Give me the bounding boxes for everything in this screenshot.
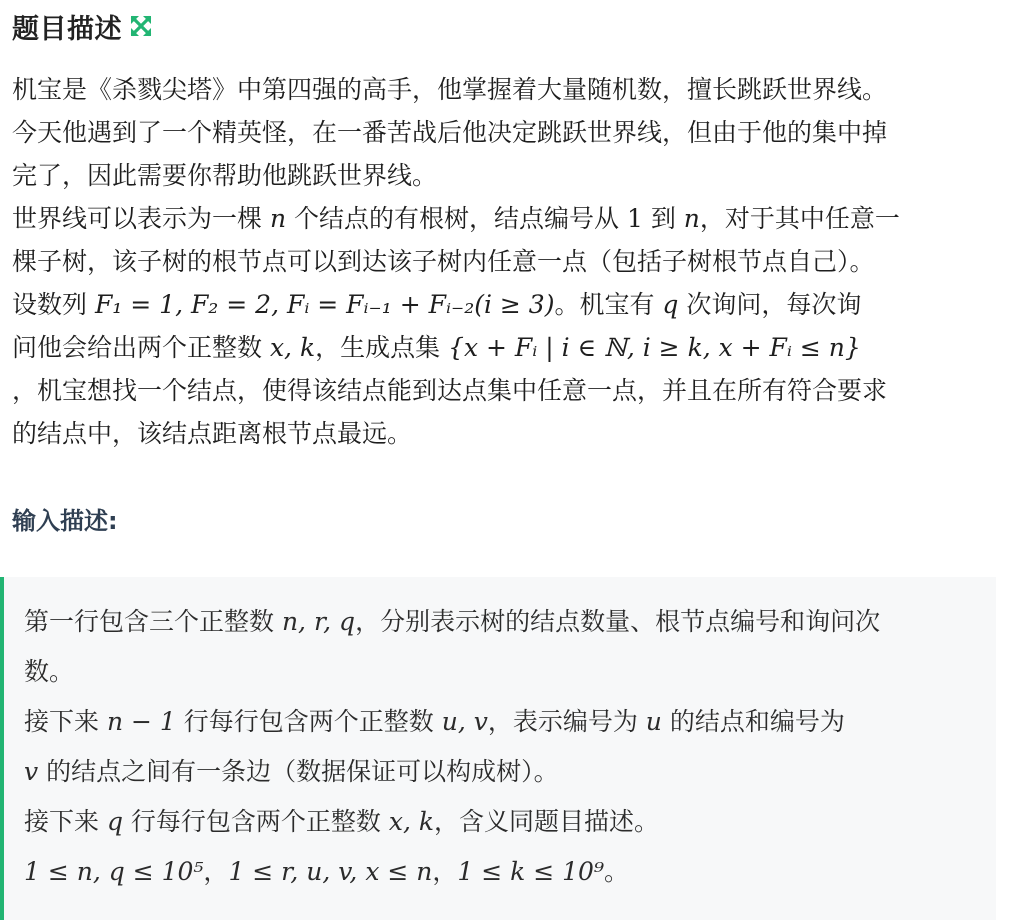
text: ，含义同题目描述。	[434, 807, 660, 836]
text: 接下来	[24, 807, 107, 836]
problem-description	[12, 68, 1012, 455]
description-line: 的结点中，该结点距离根节点最远。	[12, 419, 413, 448]
description-line	[12, 283, 1012, 326]
text: 问他会给出两个正整数	[12, 333, 270, 362]
description-line: 今天他遇到了一个精英怪，在一番苦战后他决定跳跃世界线，但由于他的集中掉	[12, 118, 888, 147]
description-line: 完了，因此需要你帮助他跳跃世界线。	[12, 161, 438, 190]
text: 次询问，每次询	[678, 290, 862, 319]
math-q: q	[662, 290, 679, 319]
text: 行每行包含两个正整数	[122, 807, 389, 836]
math-n: n	[683, 204, 700, 233]
text: ，对于其中任意一	[699, 204, 900, 233]
text: 接下来	[24, 707, 107, 736]
math-uv: u, v	[441, 707, 488, 736]
problem-page	[12, 0, 1012, 536]
description-line	[12, 197, 1012, 240]
text: 。	[603, 857, 629, 886]
constraint-ruvx: 1 ≤ r, u, v, x ≤ n	[228, 857, 433, 886]
math-n-minus-1: n − 1	[106, 707, 176, 736]
text: 到	[642, 204, 684, 233]
description-line: 机宝是《杀戮尖塔》中第四强的高手，他掌握着大量随机数，擅长跳跃世界线。	[12, 75, 888, 104]
input-line	[24, 747, 996, 797]
constraint-k: 1 ≤ k ≤ 10⁹	[457, 857, 604, 886]
fibonacci-formula: F₁ = 1, F₂ = 2, Fᵢ = Fᵢ₋₁ + Fᵢ₋₂(i ≥ 3)	[94, 290, 555, 319]
expand-arrows-icon[interactable]	[128, 13, 154, 39]
input-line	[24, 797, 996, 847]
text: 。机宝有	[554, 290, 663, 319]
input-line	[24, 847, 996, 897]
math-n: n	[269, 204, 287, 233]
text: ，	[432, 857, 458, 886]
text: 行每行包含两个正整数	[175, 707, 442, 736]
text: ，分别表示树的结点数量、根节点编号和询问次	[355, 607, 881, 636]
description-line: ，机宝想找一个结点，使得该结点能到达点集中任意一点，并且在所有符合要求	[12, 376, 888, 405]
text: ，生成点集	[315, 333, 449, 362]
text: 个结点的有根树，结点编号从	[286, 204, 627, 233]
math-nrq: n, r, q	[281, 607, 356, 636]
math-xk: x, k	[269, 333, 316, 362]
input-description-box	[0, 577, 996, 920]
text: 的结点之间有一条边（数据保证可以构成树）。	[38, 757, 559, 786]
text: 第一行包含三个正整数	[24, 607, 282, 636]
math-u: u	[645, 707, 662, 736]
math-v: v	[24, 757, 39, 786]
description-line	[12, 326, 1012, 369]
description-line: 棵子树，该子树的根节点可以到达该子树内任意一点（包括子树根节点自己）。	[12, 247, 875, 276]
title-row	[12, 2, 1012, 50]
text: ，	[203, 857, 229, 886]
page-title: 题目描述	[12, 13, 122, 45]
input-line: 数。	[24, 657, 75, 686]
point-set-formula: {x + Fᵢ | i ∈ ℕ, i ≥ k, x + Fᵢ ≤ n}	[448, 333, 861, 362]
text: 设数列	[12, 290, 95, 319]
text: 世界线可以表示为一棵	[12, 204, 270, 233]
input-line	[24, 597, 996, 647]
input-section-title: 输入描述:	[12, 507, 118, 535]
constraint-nq: 1 ≤ n, q ≤ 10⁵	[24, 857, 204, 886]
text: ，表示编号为	[487, 707, 646, 736]
input-line	[24, 697, 996, 747]
math-xk: x, k	[388, 807, 435, 836]
math-one: 1	[626, 204, 643, 233]
text: 的结点和编号为	[661, 707, 845, 736]
math-q: q	[106, 807, 123, 836]
